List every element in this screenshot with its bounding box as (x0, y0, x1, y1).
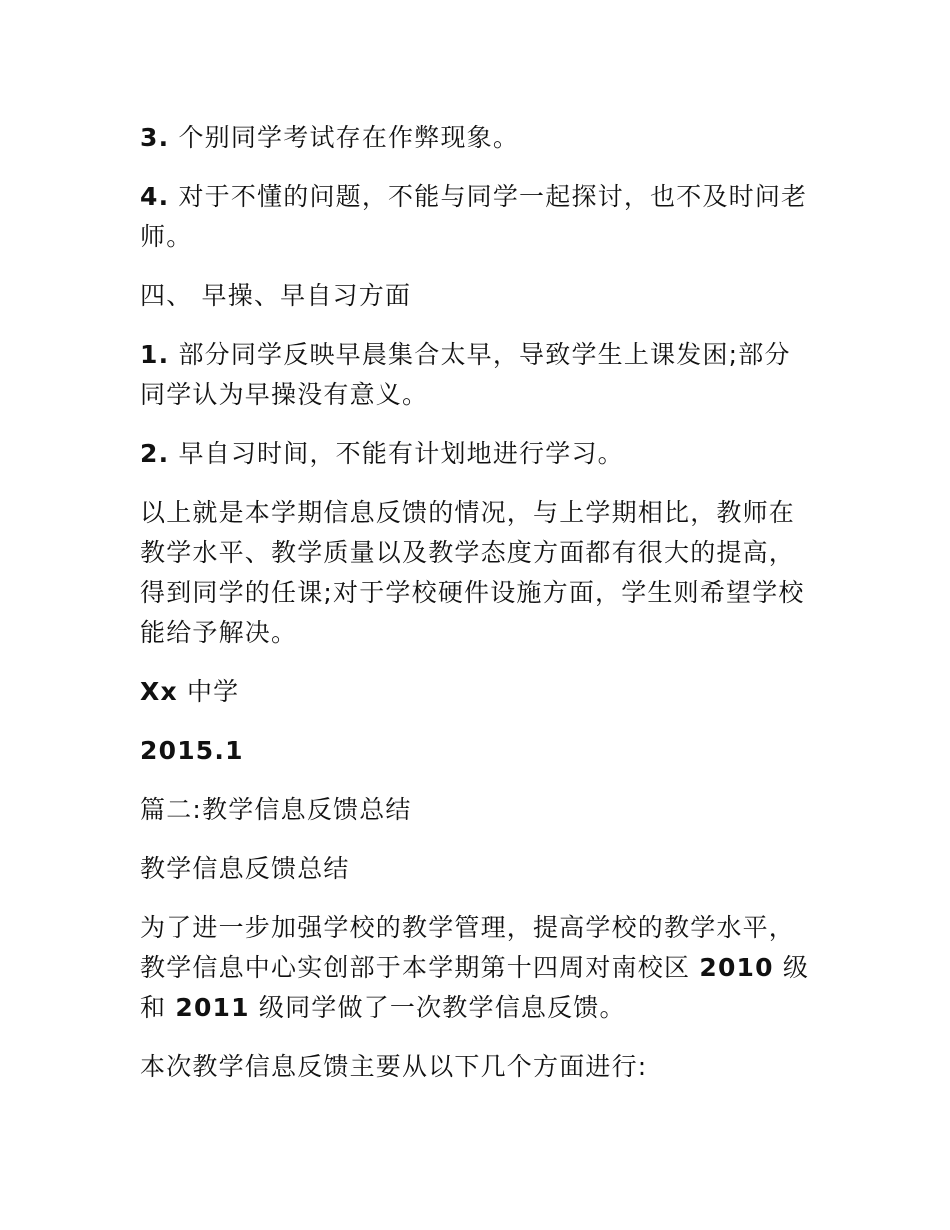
intro-text: 级同学做了一次教学信息反馈。 (249, 993, 626, 1022)
item-number: 1. (140, 340, 170, 369)
item-number: 4. (140, 182, 170, 211)
item-number: 3. (140, 123, 170, 152)
list-item-3 (140, 118, 815, 158)
summary-paragraph: 以上就是本学期信息反馈的情况，与上学期相比，教师在教学水平、教学质量以及教学态度方面都有很大的提高，得到同学的任课;对于学校硬件设施方面，学生则希望学校能给予解决。 (140, 498, 805, 647)
signature-school (140, 672, 815, 712)
list-item-4 (140, 177, 815, 257)
list-item-1 (140, 335, 815, 415)
list-item-2 (140, 434, 815, 474)
intro-year: 2010 (699, 953, 774, 982)
section-heading: 四、 早操、早自习方面 (140, 281, 412, 310)
part-two-title: 篇二:教学信息反馈总结 (140, 795, 412, 824)
signature-date: 2015.1 (140, 736, 244, 765)
item-text: 早自习时间，不能有计划地进行学习。 (169, 439, 624, 468)
signature-suffix: 中学 (177, 677, 240, 706)
intro-text: 级和 (140, 953, 810, 1022)
intro-text: 为了进一步加强学校的教学管理，提高学校的教学水平，教学信息中心实创部于本学期第十四周对南校区 (140, 913, 796, 982)
item-text: 个别同学考试存在作弊现象。 (169, 123, 520, 152)
aspects-intro: 本次教学信息反馈主要从以下几个方面进行: (140, 1052, 648, 1081)
document-body (140, 118, 815, 1087)
signature-prefix: Xx (140, 677, 178, 706)
document-subtitle: 教学信息反馈总结 (140, 854, 350, 883)
item-text: 对于不懂的问题，不能与同学一起探讨，也不及时问老师。 (140, 182, 808, 251)
intro-year: 2011 (175, 993, 250, 1022)
item-text: 部分同学反映早晨集合太早，导致学生上课发困;部分同学认为早操没有意义。 (140, 340, 791, 409)
intro-paragraph (140, 908, 815, 1028)
item-number: 2. (140, 439, 170, 468)
